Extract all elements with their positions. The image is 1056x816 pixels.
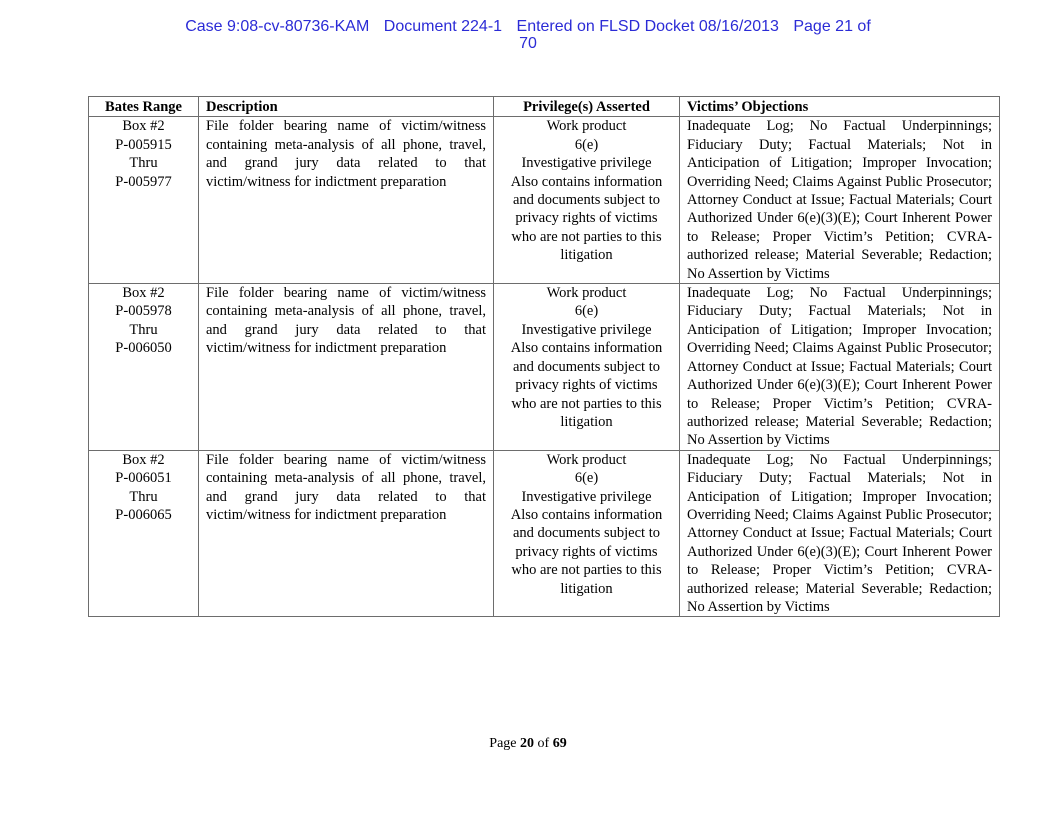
bates-line: Thru: [129, 155, 158, 172]
bates-line: Box #2: [122, 118, 165, 135]
privilege-line: who are not parties to this: [511, 562, 662, 579]
privilege-line: Also contains information: [510, 340, 663, 357]
privileges-cell: [494, 117, 680, 284]
privileges-cell: [494, 450, 680, 617]
bates-line: Thru: [129, 321, 158, 338]
description-cell: File folder bearing name of victim/witness containing meta-analysis of all phone, travel, and grand jury data related to that victim/witness for indictment preparation: [199, 450, 494, 617]
bates-line: P-005977: [115, 173, 172, 190]
case-number: Case 9:08-cv-80736-KAM: [185, 18, 370, 35]
column-header-privileges: Privilege(s) Asserted: [494, 97, 680, 117]
description-cell: File folder bearing name of victim/witness containing meta-analysis of all phone, travel, and grand jury data related to that victim/witness for indictment preparation: [199, 284, 494, 451]
privilege-line: privacy rights of victims: [515, 377, 658, 394]
privilege-line: 6(e): [574, 136, 599, 153]
privilege-log-table: [88, 96, 1000, 617]
bates-range-cell: [89, 117, 199, 284]
privilege-line: who are not parties to this: [511, 395, 662, 412]
privilege-line: Work product: [546, 118, 627, 135]
bates-line: Box #2: [122, 285, 165, 302]
objections-cell: Inadequate Log; No Factual Underpinnings; Fiduciary Duty; Factual Materials; Not in Anticipation of Litigation; Improper Invocation; Overriding Need; Claims Against Public Prosecutor; Attorney Conduct at Issue; Factual Materials; Court Authorized Under 6(e)(3)(E); Court Inherent Power to Release; Proper Victim’s Petition; CVRA-authorized release; Material Severable; Redaction; No Assertion by Victims: [680, 450, 1000, 617]
docket-header-line1: [0, 18, 1056, 35]
privilege-line: privacy rights of victims: [515, 543, 658, 560]
bates-line: P-005978: [115, 303, 172, 320]
bates-line: P-006050: [115, 340, 172, 357]
docket-header: [0, 18, 1056, 52]
privilege-line: 6(e): [574, 470, 599, 487]
bates-line: P-005915: [115, 136, 172, 153]
privilege-line: Investigative privilege: [521, 488, 652, 505]
page-total: 70: [519, 35, 537, 52]
privilege-line: privacy rights of victims: [515, 210, 658, 227]
table-row: [89, 284, 1000, 451]
objections-cell: Inadequate Log; No Factual Underpinnings; Fiduciary Duty; Factual Materials; Not in Anticipation of Litigation; Improper Invocation; Overriding Need; Claims Against Public Prosecutor; Attorney Conduct at Issue; Factual Materials; Court Authorized Under 6(e)(3)(E); Court Inherent Power to Release; Proper Victim’s Petition; CVRA-authorized release; Material Severable; Redaction; No Assertion by Victims: [680, 284, 1000, 451]
footer-of-word: of: [537, 736, 550, 751]
description-cell: File folder bearing name of victim/witness containing meta-analysis of all phone, travel, and grand jury data related to that victim/witness for indictment preparation: [199, 117, 494, 284]
objections-cell: Inadequate Log; No Factual Underpinnings; Fiduciary Duty; Factual Materials; Not in Anticipation of Litigation; Improper Invocation; Overriding Need; Claims Against Public Prosecutor; Attorney Conduct at Issue; Factual Materials; Court Authorized Under 6(e)(3)(E); Court Inherent Power to Release; Proper Victim’s Petition; CVRA-authorized release; Material Severable; Redaction; No Assertion by Victims: [680, 117, 1000, 284]
privilege-line: and documents subject to: [513, 358, 660, 375]
privilege-line: Also contains information: [510, 506, 663, 523]
privilege-line: Work product: [546, 285, 627, 302]
column-header-bates: Bates Range: [89, 97, 199, 117]
bates-range-cell: [89, 284, 199, 451]
privilege-line: litigation: [560, 580, 613, 597]
privilege-line: litigation: [560, 413, 613, 430]
privileges-cell: [494, 284, 680, 451]
page-label: Page 21 of: [793, 18, 871, 35]
privilege-line: and documents subject to: [513, 192, 660, 209]
bates-range-cell: [89, 450, 199, 617]
bates-line: Thru: [129, 488, 158, 505]
privilege-line: Work product: [546, 451, 627, 468]
privilege-line: who are not parties to this: [511, 228, 662, 245]
document-number: Document 224-1: [383, 18, 503, 35]
entered-date: Entered on FLSD Docket 08/16/2013: [516, 18, 779, 35]
column-header-description: Description: [199, 97, 494, 117]
privilege-line: Also contains information: [510, 173, 663, 190]
privilege-line: 6(e): [574, 303, 599, 320]
table-row: [89, 450, 1000, 617]
page-footer: [0, 736, 1056, 752]
table-body: [89, 117, 1000, 617]
privilege-line: Investigative privilege: [521, 321, 652, 338]
privilege-line: litigation: [560, 247, 613, 264]
footer-page-number: 20: [520, 736, 535, 751]
bates-line: P-006051: [115, 470, 172, 487]
footer-page-word: Page: [489, 736, 517, 751]
privilege-line: and documents subject to: [513, 525, 660, 542]
footer-page-total: 69: [552, 736, 567, 751]
bates-line: Box #2: [122, 451, 165, 468]
table-row: [89, 117, 1000, 284]
column-header-objections: Victims’ Objections: [680, 97, 1000, 117]
bates-line: P-006065: [115, 506, 172, 523]
table-header-row: [89, 97, 1000, 117]
privilege-line: Investigative privilege: [521, 155, 652, 172]
